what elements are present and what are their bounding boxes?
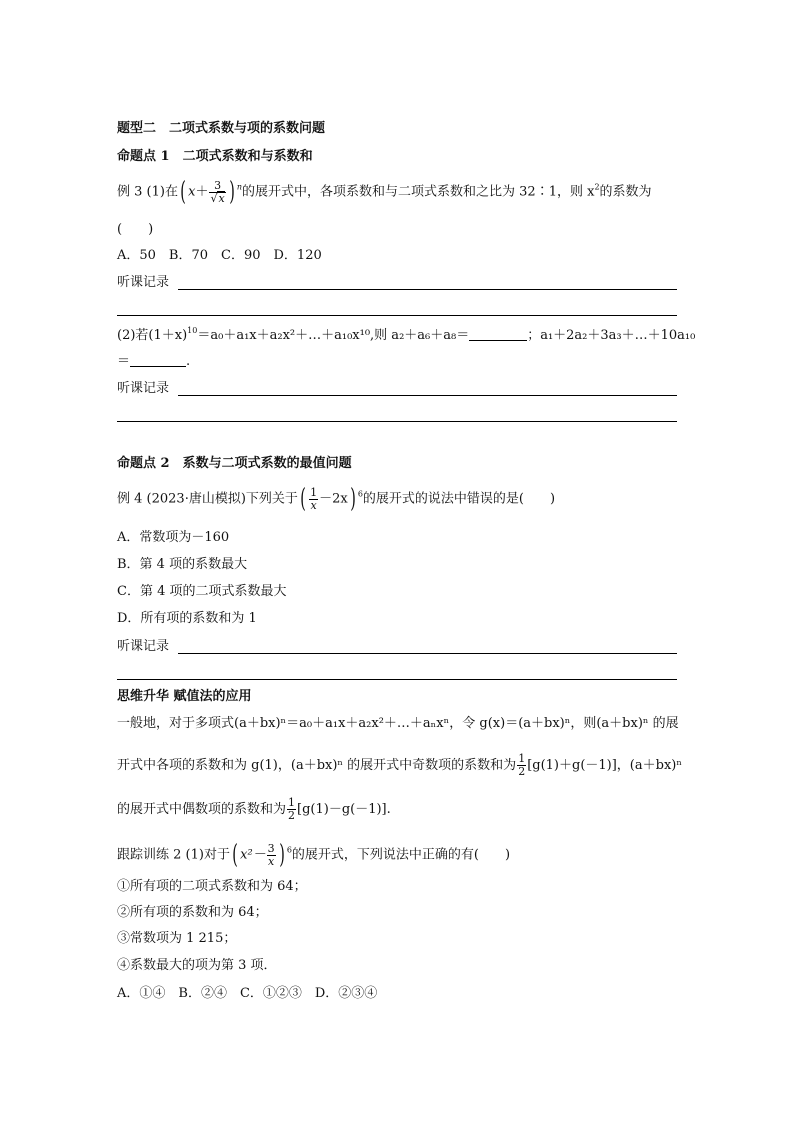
practice-question: 跟踪训练 2 (1)对于( x²－ $\frac{3}{x}$ ) $^6$的展开式，下列说法中正确的有( ) bbox=[117, 840, 511, 870]
option-a: A．常数项为－160 bbox=[117, 530, 230, 545]
practice-item-4: ④系数最大的项为第 3 项． bbox=[117, 958, 277, 973]
option-b: B．第 4 项的系数最大 bbox=[117, 557, 248, 572]
practice-options: A．①④ B．②④ C．①②③ D．②③④ bbox=[117, 986, 378, 1001]
thinking-line-2: 开式中各项的系数和为 g(1)，(a＋bx)ⁿ 的展开式中奇数项的系数和为 $\frac{1}{2}$ [g(1)＋g(－1)]，(a＋bx)ⁿ bbox=[117, 752, 682, 778]
thinking-title: 思维升华 赋值法的应用 bbox=[117, 689, 252, 704]
practice-item-1: ①所有项的二项式系数和为 64； bbox=[117, 879, 307, 894]
record-label: 听课记录 bbox=[117, 381, 170, 396]
thinking-line-1: 一般地，对于多项式(a＋bx)ⁿ＝a₀＋a₁x＋a₂x²＋…＋aₙxⁿ，令 g(x)＝(a＋bx)ⁿ，则(a＋bx)ⁿ 的展 bbox=[117, 716, 679, 731]
practice-item-2: ②所有项的系数和为 64； bbox=[117, 905, 268, 920]
practice-item-3: ③常数项为 1 215； bbox=[117, 931, 237, 946]
topic-2-label: 命题点 2 系数与二项式系数的最值问题 bbox=[117, 456, 352, 471]
record-line[interactable] bbox=[117, 679, 677, 680]
answer-blank[interactable] bbox=[469, 340, 527, 341]
example-3-part-2-cont: ＝ . bbox=[117, 354, 191, 369]
left-paren: ( bbox=[180, 177, 186, 207]
record-line[interactable] bbox=[178, 653, 677, 654]
section-title: 题型二 二项式系数与项的系数问题 bbox=[117, 121, 326, 136]
answer-paren: ( ) bbox=[117, 222, 154, 237]
topic-1-label: 命题点 1 二项式系数和与系数和 bbox=[117, 149, 313, 164]
example-3-options: A．50 B．70 C．90 D．120 bbox=[117, 248, 322, 263]
record-line[interactable] bbox=[178, 395, 677, 396]
option-d: D．所有项的系数和为 1 bbox=[117, 611, 257, 626]
example-4-question: 例 4 (2023·唐山模拟)下列关于( $\frac{1}{x}$ －2x) $^6$的展开式的说法中错误的是( ) bbox=[117, 484, 556, 514]
fraction: $\frac{1}{x}$ bbox=[310, 485, 318, 512]
record-label: 听课记录 bbox=[117, 275, 170, 290]
example-3-question: 例 3 (1)在( x＋ $\frac{3}{√x}$ ) $^n$的展开式中，各项系数和与二项式系数和之比为 32∶1，则 $x^2$的系数为 bbox=[117, 177, 652, 207]
record-label: 听课记录 bbox=[117, 639, 170, 654]
record-line[interactable] bbox=[117, 315, 677, 316]
right-paren: ) bbox=[228, 177, 235, 207]
thinking-line-3: 的展开式中偶数项的系数和为 $\frac{1}{2}$ [g(1)－g(－1)]. bbox=[117, 796, 391, 822]
record-line[interactable] bbox=[117, 421, 677, 422]
fraction: $\frac{3}{√x}$ bbox=[210, 178, 225, 205]
example-3-part-2: (2)若$(1+x)^{10}=a_0+a_1x+a_2x^2+\dots+a_{10}x^{10}$,则 a₂＋a₆＋a₈＝ ；a₁＋2a₂＋3a₃＋…＋10a₁₀ bbox=[117, 326, 696, 343]
fraction: $\frac{3}{x}$ bbox=[267, 841, 275, 868]
example-3-head: 例 3 (1)在 bbox=[117, 184, 178, 200]
answer-blank[interactable] bbox=[130, 366, 186, 367]
option-c: C．第 4 项的二项式系数最大 bbox=[117, 584, 287, 599]
record-line[interactable] bbox=[178, 289, 677, 290]
